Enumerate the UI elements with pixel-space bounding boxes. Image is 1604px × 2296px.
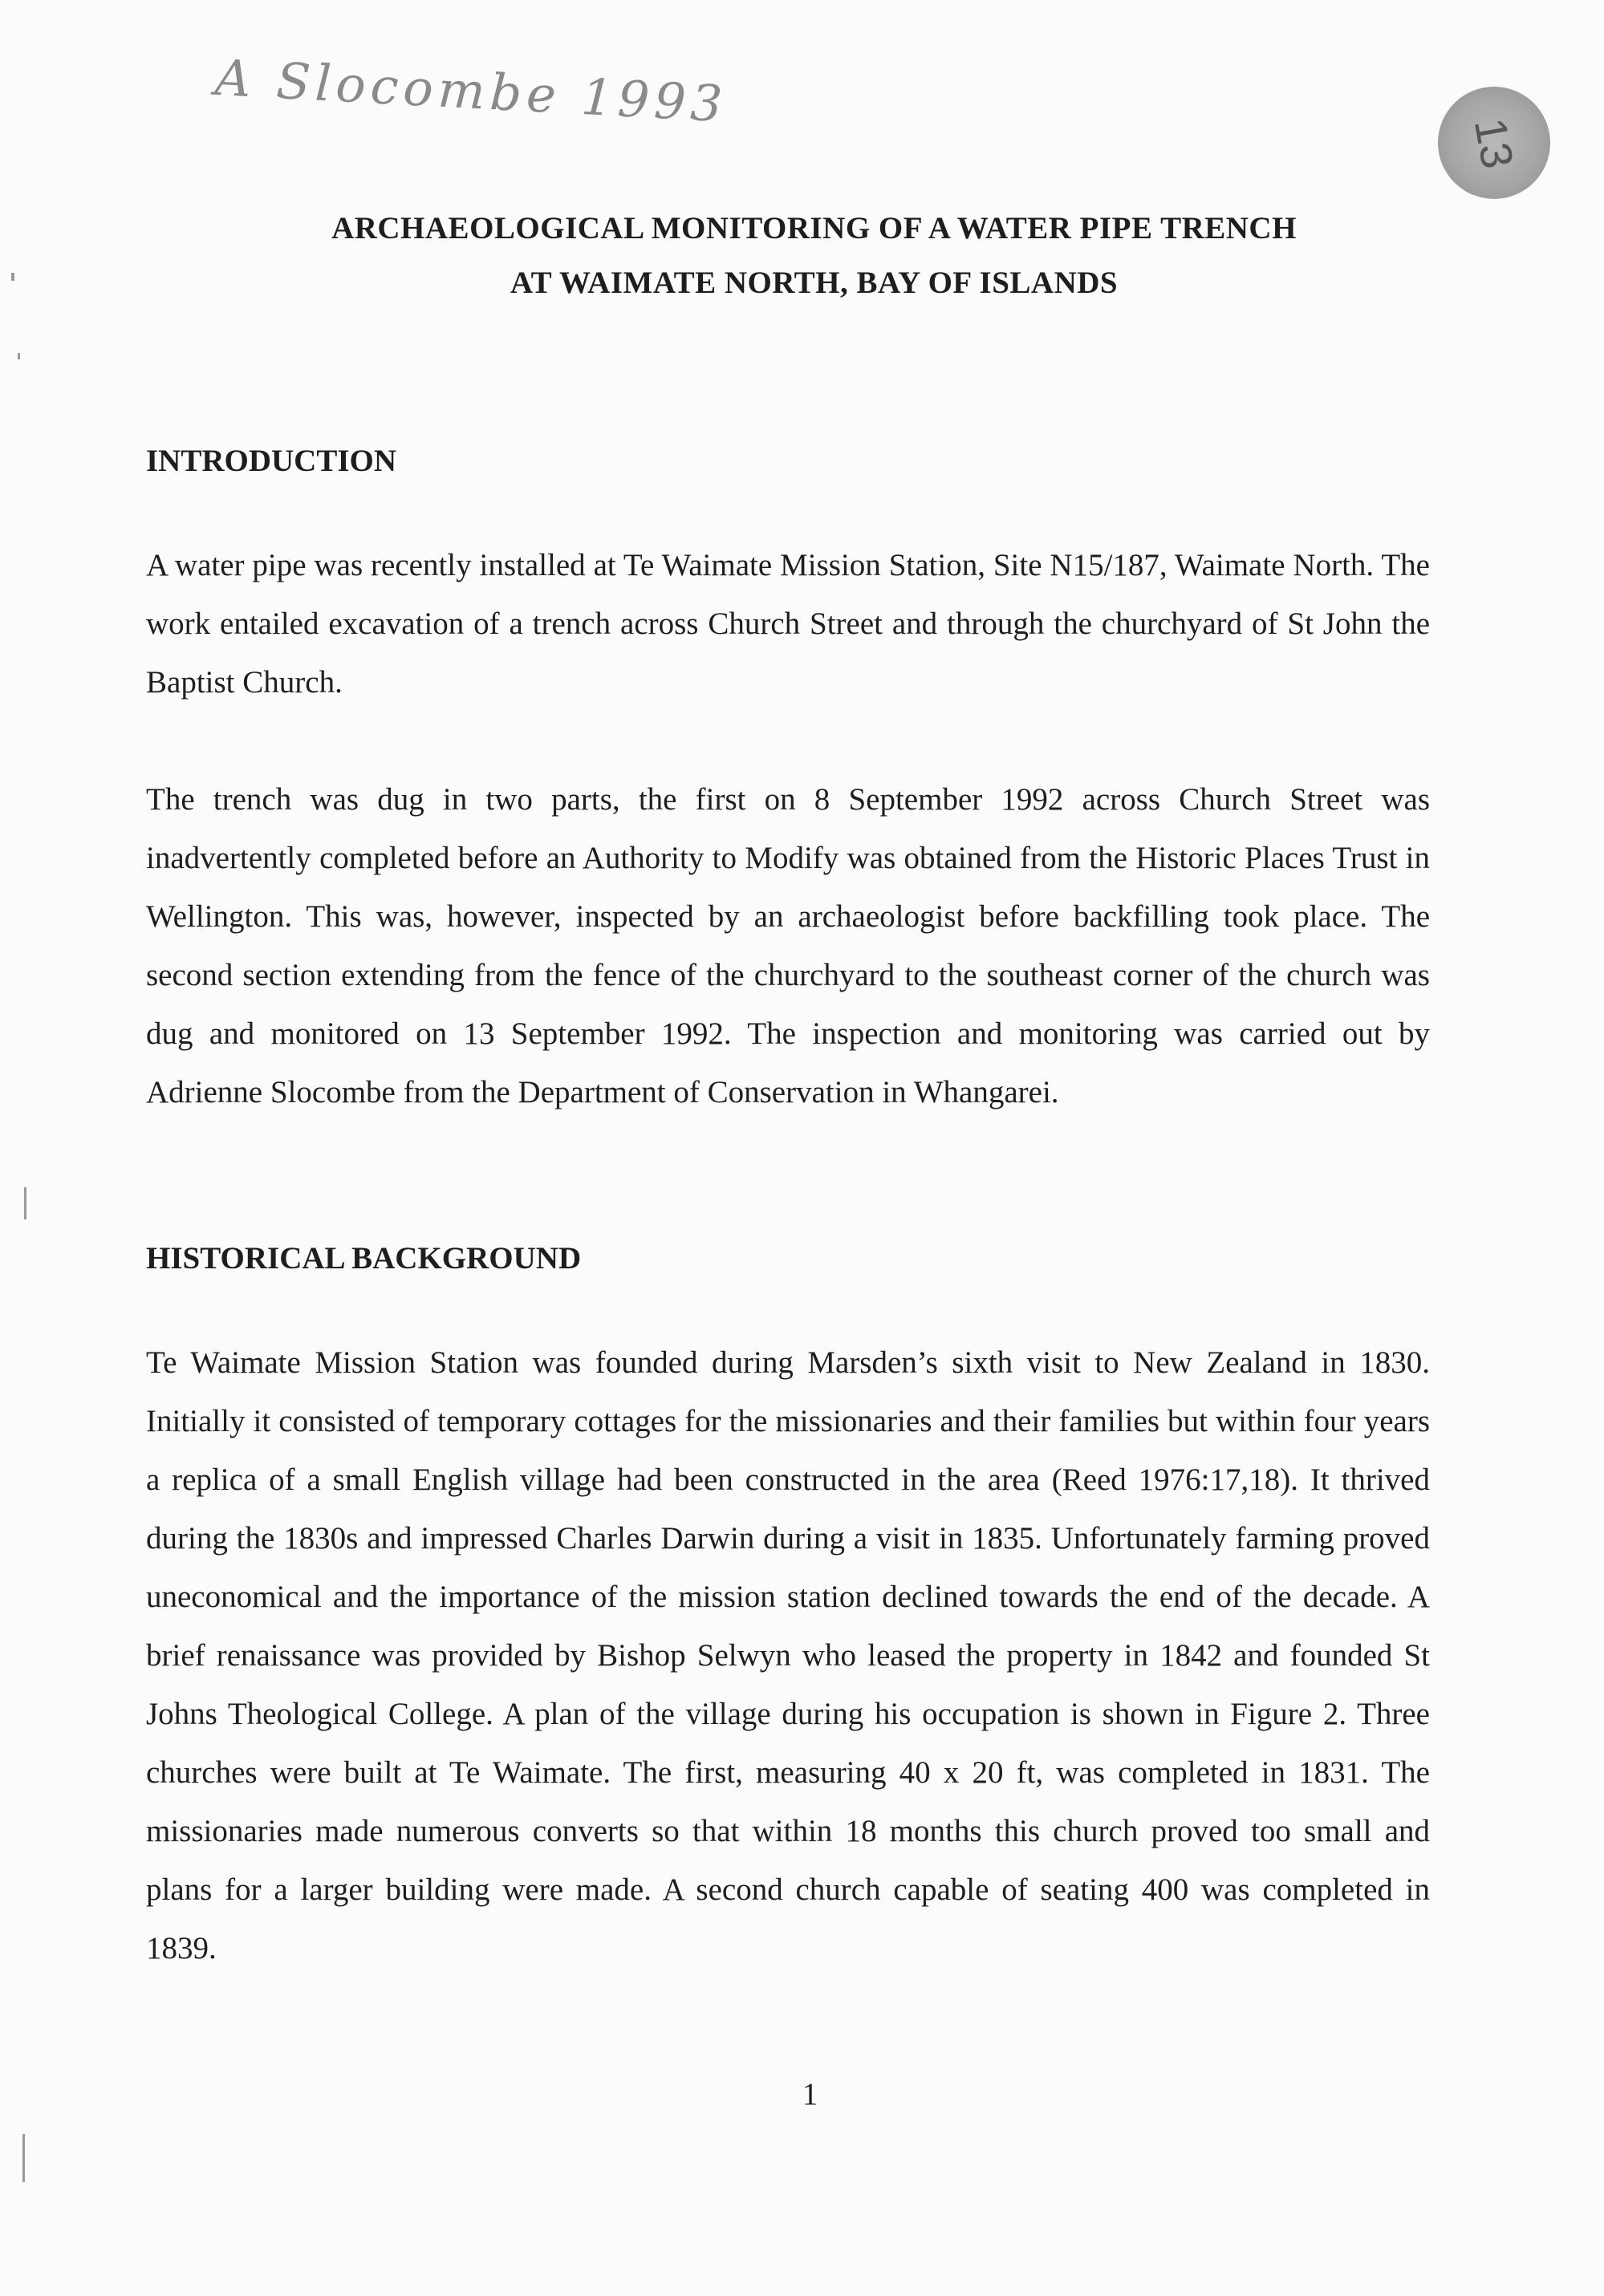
paragraph-intro-1: A water pipe was recently installed at Te Waimate Mission Station, Site N15/187, Waimate North. The work entailed excavation of a trench across Church Street and through the churchyard of St John the Baptist Church. [146, 548, 1430, 700]
handwritten-annotation: A Slocombe 1993 [213, 48, 729, 134]
section-heading-introduction: INTRODUCTION [146, 444, 397, 478]
paragraph-intro-2: The trench was dug in two parts, the first on 8 September 1992 across Church Street was inadvertently completed before an Authority to Modify was obtained from the Historic Places Trust in Wellington. This was, however, inspected by an archaeologist before backfilling took place. The second section extending from the fence of the churchyard to the southeast corner of the church was dug and monitored on 13 September 1992. The inspection and monitoring was carried out by Adrienne Slocombe from the Department of Conservation in Whangarei. [146, 782, 1430, 1109]
scan-speck [18, 353, 20, 359]
page-number: 1 [802, 2077, 818, 2111]
scan-speck [24, 1187, 26, 1219]
page-stamp-number: 13 [1464, 113, 1524, 172]
section-heading-historical-background: HISTORICAL BACKGROUND [146, 1241, 582, 1276]
page-stamp-badge [1438, 87, 1550, 199]
document-title-line-2: AT WAIMATE NORTH, BAY OF ISLANDS [510, 266, 1119, 300]
scan-speck [22, 2134, 25, 2182]
document-title-line-1: ARCHAEOLOGICAL MONITORING OF A WATER PIPE TRENCH [331, 211, 1297, 245]
paragraph-history-1: Te Waimate Mission Station was founded during Marsden’s sixth visit to New Zealand in 1830. Initially it consisted of temporary cottages for the missionaries and their families but within four years a replica of a small English village had been constructed in the area (Reed 1976:17,18). It thrived during the 1830s and impressed Charles Darwin during a visit in 1835. Unfortunately farming proved uneconomical and the importance of the mission station declined towards the end of the decade. A brief renaissance was provided by Bishop Selwyn who leased the property in 1842 and founded St Johns Theological College. A plan of the village during his occupation is shown in Figure 2. Three churches were built at Te Waimate. The first, measuring 40 x 20 ft, was completed in 1831. The missionaries made numerous converts so that within 18 months this church proved too small and plans for a larger building were made. A second church capable of seating 400 was completed in 1839. [146, 1345, 1430, 1965]
